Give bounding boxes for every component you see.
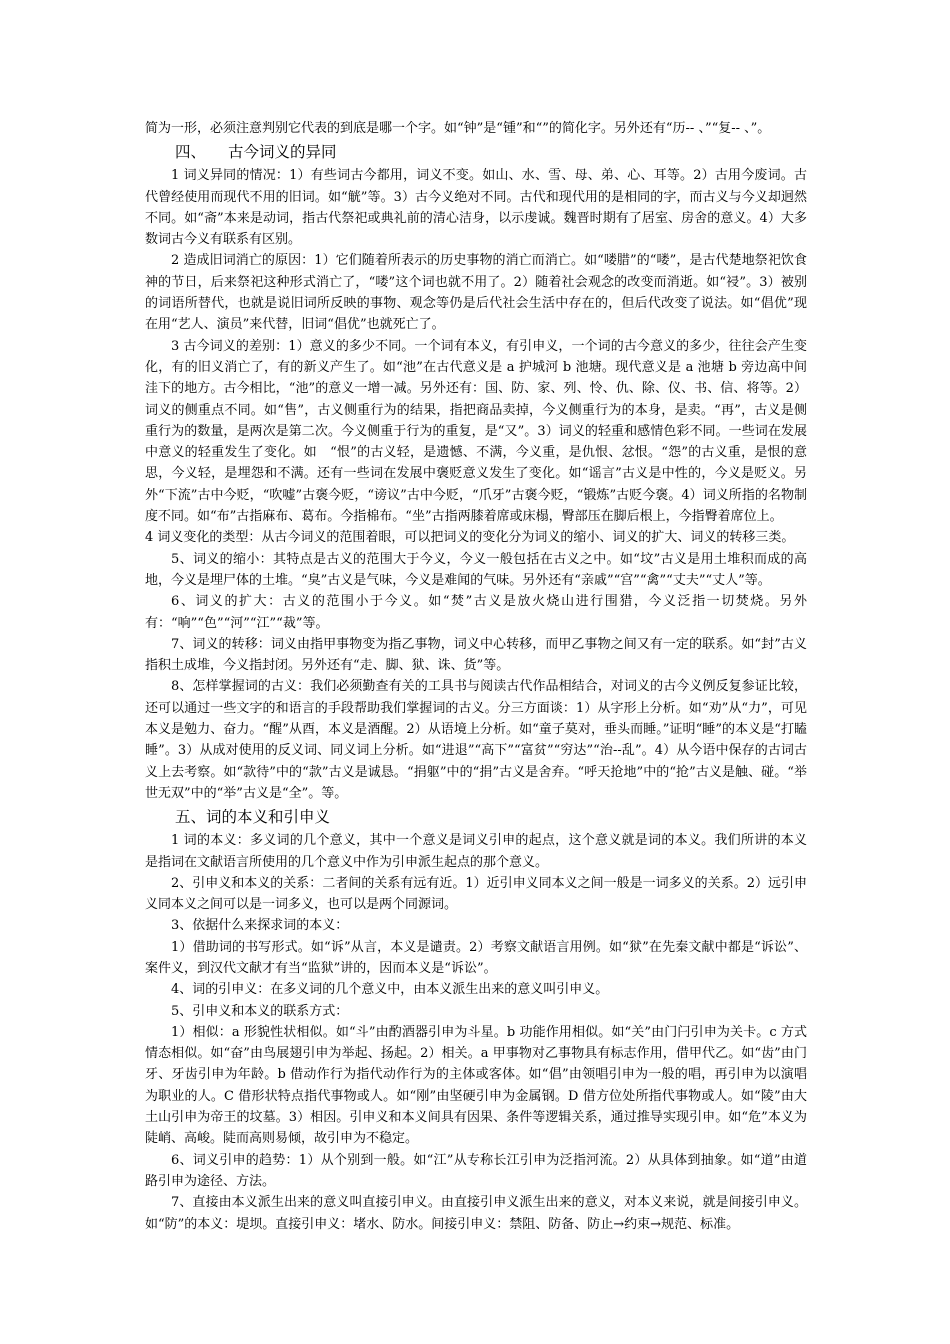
paragraph: 1 词义异同的情况：1）有些词古今都用，词义不变。如山、水、雪、母、弟、心、耳等。2）古用今废词。古代曾经使用而现代不用的旧词。如“觥”等。3）古今义绝对不同。古代和现代用的是相同的字，而古义与今义却迥然不同。如“斋”本来是动词，指古代祭祀或典礼前的清心洁身，以示虔诚。魏晋时期有了居室、房舍的意义。4）大多数词古今义有联系有区别。 [145,168,807,248]
paragraph: 4、词的引申义：在多义词的几个意义中，由本义派生出来的意义叫引申义。 [171,982,609,998]
paragraph: 1 词的本义：多义词的几个意义，其中一个意义是词义引申的起点，这个意义就是词的本义。我们所讲的本义是指词在文献语言所使用的几个意义中作为引申派生起点的那个意义。 [145,833,807,870]
paragraph: 5、引申义和本义的联系方式： [171,1003,349,1019]
document-page [145,118,807,1235]
section-4-title: 古今词义的异同 [228,143,337,162]
section-5-heading: 五、词的本义和引申义 [175,808,331,827]
section-4-heading [145,139,807,165]
paragraph: 3、依据什么来探求词的本义： [171,918,349,934]
section-4-number: 四、 [175,143,207,162]
paragraph: 3 古今词义的差别：1）意义的多少不同。一个词有本义，有引申义，一个词的古今意义的多少，往往会产生变化，有的旧义消亡了，有的新义产生了。如“池”在古代意义是 a 护城河 b 池塘。现代意义是 a 池塘 b 旁边高中间洼下的地方。古今相比，“池”的意义一增一减。另外还有：国、防、家、列、怜、仇、除、仪、书、信、将等。2）词义的侧重点不同。如“售”，古义侧重行为的结果，指把商品卖掉，今义侧重行为的本身，是卖。“再”，古义是侧重行为的数量，是两次是第二次。今义侧重于行为的重复，是“又”。3）词义的轻重和感情色彩不同。一些词在发展中意义的轻重发生了变化。如 “恨”的古义轻，是遗憾、不满，今义重，是仇恨、忿恨。“怨”的古义重，是恨的意思，今义轻，是埋怨和不满。还有一些词在发展中褒贬意义发生了变化。如“谣言”古义是中性的，今义是贬义。另外“下流”古中今贬，“吹嘘”古褒今贬，“谤议”古中今贬，“爪牙”古褒今贬，“锻炼”古贬今褒。4）词义所指的名物制度不同。如“布”古指麻布、葛布。今指棉布。“坐”古指两膝着席或床榻，臀部压在脚后根上，今指臀着席位上。 [145,338,807,525]
intro-paragraph: 简为一形，必须注意判别它代表的到底是哪一个字。如“钟”是“锺”和“”的简化字。另外还有“历-- 、”“复-- 、”。 [145,121,771,136]
paragraph: 1）相似：a 形貌性状相似。如“斗”由酌酒器引申为斗星。b 功能作用相似。如“关”由门闩引申为关卡。c 方式情态相似。如“奋”由鸟展翅引申为举起、扬起。2）相关。a 甲事物对乙事物具有标志作用，借甲代乙。如“齿”由门牙、牙齿引申为年龄。b 借动作行为指代动作行为的主体或客体。如“倡”由领唱引申为一般的唱，再引申为以演唱为职业的人。C 借形状特点指代事物或人。如“刚”由坚硬引申为金属钢。D 借方位处所指代事物或人。如“陵”由大土山引申为帝王的坟墓。3）相因。引申义和本义间具有因果、条件等逻辑关系，通过推导实现引申。如“危”本义为陡峭、高峻。陡而高则易倾，故引申为不稳定。 [145,1024,807,1147]
paragraph: 1）借助词的书写形式。如“诉”从言，本义是谴责。2）考察文献语言用例。如“狱”在先秦文献中都是“诉讼”、案件义，到汉代文献才有当“监狱”讲的，因而本义是“诉讼”。 [145,939,807,976]
paragraph: 2、引申义和本义的关系：二者间的关系有远有近。1）近引申义同本义之间一般是一词多义的关系。2）远引申义同本义之间可以是一词多义，也可以是两个同源词。 [145,875,807,913]
paragraph: 5、词义的缩小：其特点是古义的范围大于今义，今义一般包括在古义之中。如“坟”古义是用土堆积而成的高地，今义是埋尸体的土堆。“臭”古义是气味，今义是难闻的气味。另外还有“亲戚”“宫”“禽”“丈夫”“丈人”等。 [145,551,807,588]
paragraph: 2 造成旧词消亡的原因：1）它们随着所表示的历史事物的消亡而消亡。如“喽腊”的“喽”，是古代楚地祭祀饮食神的节日，后来祭祀这种形式消亡了，“喽”这个词也就不用了。2）随着社会观念的改变而消逝。如“祲”。3）被别的词语所替代，也就是说旧词所反映的事物、观念等仍是后代社会生活中存在的，但后代改变了说法。如“倡优”现在用“艺人、演员”来代替，旧词“倡优”也就死亡了。 [145,253,807,333]
paragraph: 6、词义的扩大：古义的范围小于今义。如“焚”古义是放火烧山进行围猎，今义泛指一切焚烧。另外有：“响”“色”“河”“江”“裁”等。 [145,594,807,631]
paragraph: 8、怎样掌握词的古义：我们必须勤查有关的工具书与阅读古代作品相结合，对词义的古今义例反复参证比较，还可以通过一些文字的和语言的手段帮助我们掌握词的古义。分三方面谈：1）从字形上分析。如“劝”从“力”，可见本义是勉力、奋力。“醒”从酉，本义是酒醒。2）从语境上分析。如“童子莫对，垂头而睡。”证明“睡”的本义是“打瞌睡”。3）从成对使用的反义词、同义词上分析。如“进退”“高下”“富贫”“穷达”“治--乱”。4）从今语中保存的古词古义上去考察。如“款待”中的“款”古义是诚恳。“捐躯”中的“捐”古义是舍弃。“呼天抢地”中的“抢”古义是触、碰。“举世无双”中的“举”古义是“全”。等。 [145,679,807,801]
paragraph: 7、词义的转移：词义由指甲事物变为指乙事物，词义中心转移，而甲乙事物之间又有一定的联系。如“封”古义指积土成堆，今义指封闭。另外还有“走、脚、狱、诛、货”等。 [145,636,807,674]
paragraph-types: 4 词义变化的类型：从古今词义的范围着眼，可以把词义的变化分为词义的缩小、词义的扩大、词义的转移三类。 [145,530,795,546]
paragraph: 7、直接由本义派生出来的意义叫直接引申义。由直接引申义派生出来的意义，对本义来说，就是间接引申义。如“防”的本义：堤坝。直接引申义：堵水、防水。间接引申义：禁阻、防备、防止→约束→规范、标准。 [145,1195,807,1232]
paragraph: 6、词义引申的趋势：1）从个别到一般。如“江”从专称长江引申为泛指河流。2）从具体到抽象。如“道”由道路引申为途径、方法。 [145,1152,807,1189]
